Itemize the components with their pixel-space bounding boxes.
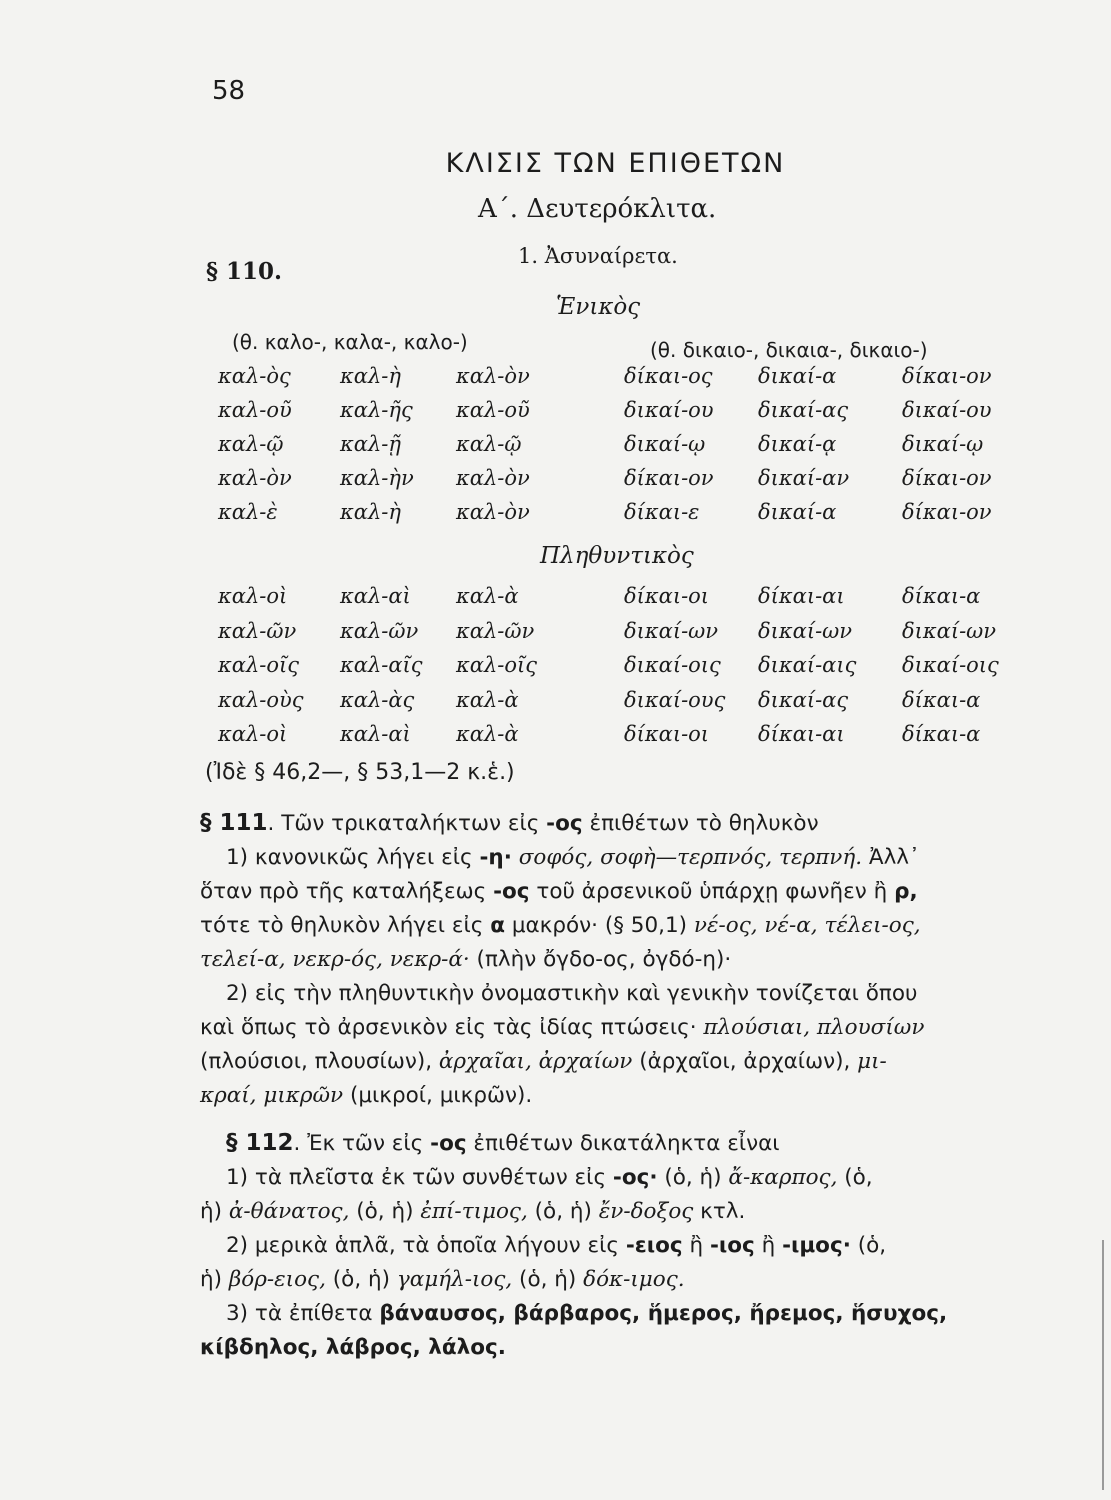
singular-cell: καλ-ὴν <box>340 466 414 490</box>
p111-line-9: κραί, μικρῶν (μικροί, μικρῶν). <box>200 1083 533 1108</box>
plural-cell: καλ-αὶ <box>340 584 411 608</box>
plural-cell: καλ-αῖς <box>340 653 423 677</box>
singular-cell: καλ-ὸν <box>456 466 530 490</box>
subsection-title: 1. Ἀσυναίρετα. <box>518 244 678 268</box>
plural-cell: δίκαι-οι <box>624 584 710 608</box>
plural-cell: δικαί-οις <box>902 653 999 677</box>
plural-cell: δικαί-αις <box>758 653 857 677</box>
singular-cell: δίκαι-ον <box>902 364 992 388</box>
singular-cell: δικαί-ᾳ <box>758 432 837 456</box>
section-110-label: § 110. <box>206 258 283 285</box>
singular-cell: καλ-ῆς <box>340 398 413 422</box>
p111-line-3: ὅταν πρὸ τῆς καταλήξεως -ος τοῦ ἀρσενικοῦ ὑπάρχῃ φωνῆεν ἢ ρ, <box>200 879 918 904</box>
p111-line-4: τότε τὸ θηλυκὸν λήγει εἰς α μακρόν· (§ 50,1) νέ-ος, νέ-α, τέλει-ος, <box>200 913 921 938</box>
singular-cell: δικαί-ῳ <box>902 432 984 456</box>
p112-line-1: § 112. Ἐκ τῶν εἰς -ος ἐπιθέτων δικατάληκτα εἶναι <box>226 1130 780 1156</box>
singular-cell: καλ-ὸν <box>218 466 292 490</box>
reference-note: (Ἰδὲ § 46,2—, § 53,1—2 κ.ἑ.) <box>205 760 515 785</box>
singular-cell: καλ-ὲ <box>218 500 278 524</box>
singular-cell: δίκαι-ον <box>902 466 992 490</box>
singular-cell: δικαί-ου <box>624 398 714 422</box>
p112-line-7: κίβδηλος, λάβρος, λάλος. <box>200 1335 506 1360</box>
singular-cell: δίκαι-ον <box>902 500 992 524</box>
plural-cell: δίκαι-αι <box>758 722 845 746</box>
singular-cell: καλ-ὸν <box>456 364 530 388</box>
page-edge-line <box>1102 1240 1104 1490</box>
p111-line-6: 2) εἰς τὴν πληθυντικὴν ὀνομαστικὴν καὶ γενικὴν τονίζεται ὅπου <box>226 981 918 1006</box>
plural-cell: καλ-οῖς <box>218 653 299 677</box>
singular-cell: καλ-ὴ <box>340 364 401 388</box>
singular-heading: Ἑνικὸς <box>556 294 641 320</box>
singular-cell: καλ-οῦ <box>456 398 530 422</box>
paragraph-111 <box>200 806 1030 1113</box>
plural-cell: καλ-ὰ <box>456 584 519 608</box>
plural-cell: καλ-οὶ <box>218 722 288 746</box>
plural-cell: δίκαι-α <box>902 687 981 712</box>
plural-cell: καλ-οὶ <box>218 584 288 608</box>
chapter-title: ΚΛΙΣΙΣ ΤΩΝ ΕΠΙΘΕΤΩΝ <box>445 148 786 179</box>
plural-cell: δικαί-ας <box>758 687 849 712</box>
plural-cell: δίκαι-οι <box>624 722 710 746</box>
p111-line-7: καὶ ὅπως τὸ ἀρσενικὸν εἰς τὰς ἰδίας πτώσεις· πλούσιαι, πλουσίων <box>200 1015 925 1040</box>
plural-heading: Πληθυντικὸς <box>540 543 694 569</box>
p112-line-2: 1) τὰ πλεῖστα ἐκ τῶν συνθέτων εἰς -ος· (ὁ, ἡ) ἄ-καρπος, (ὁ, <box>226 1165 873 1190</box>
p111-line-2: 1) κανονικῶς λήγει εἰς -η· σοφός, σοφὴ—τερπνός, τερπνή. Ἀλλ᾽ <box>226 845 920 870</box>
plural-cell: δίκαι-α <box>902 584 981 608</box>
stems-left: (θ. καλο-, καλα-, καλο-) <box>232 330 468 354</box>
section-subtitle: Α΄. Δευτερόκλιτα. <box>478 194 717 224</box>
plural-cell: καλ-ῶν <box>218 618 297 643</box>
singular-cell: δικαί-ῳ <box>624 432 706 456</box>
plural-cell: καλ-ῶν <box>456 618 535 643</box>
p112-line-5: ἡ) βόρ-ειος, (ὁ, ἡ) γαμήλ-ιος, (ὁ, ἡ) δόκ-ιμος. <box>200 1267 685 1292</box>
plural-cell: καλ-οῖς <box>456 653 537 677</box>
singular-cell: καλ-ὸν <box>456 500 530 524</box>
singular-cell: δίκαι-ον <box>624 466 714 490</box>
page-number: 58 <box>212 76 246 106</box>
singular-cell: καλ-ῇ <box>340 432 401 456</box>
singular-cell: δίκαι-ος <box>624 364 713 388</box>
plural-cell: καλ-ὰς <box>340 687 415 712</box>
plural-cell: καλ-αὶ <box>340 722 411 746</box>
singular-cell: καλ-οῦ <box>218 398 292 422</box>
plural-cell: καλ-ὰ <box>456 687 519 712</box>
p111-line-5: τελεί-α, νεκρ-ός, νεκρ-ά· (πλὴν ὄγδο-ος, ὀγδό-η)· <box>200 947 732 972</box>
singular-cell: καλ-ὸς <box>218 364 291 388</box>
p112-line-6: 3) τὰ ἐπίθετα βάναυσος, βάρβαρος, ἥμερος, ἤρεμος, ἥσυχος, <box>226 1301 948 1326</box>
singular-cell: δικαί-ας <box>758 398 849 422</box>
plural-cell: δικαί-οις <box>624 653 721 677</box>
paragraph-112 <box>200 1126 1030 1365</box>
plural-cell: δικαί-ους <box>624 687 726 712</box>
p111-line-1: § 111. Τῶν τρικαταλήκτων εἰς -ος ἐπιθέτων τὸ θηλυκὸν <box>200 810 819 836</box>
plural-cell: καλ-ὰ <box>456 722 519 746</box>
plural-cell: καλ-οὺς <box>218 687 304 712</box>
stems-right: (θ. δικαιο-, δικαια-, δικαιο-) <box>650 338 928 362</box>
singular-cell: δίκαι-ε <box>624 500 700 524</box>
singular-cell: καλ-ὴ <box>340 500 401 524</box>
plural-cell: δικαί-ων <box>758 618 853 643</box>
singular-cell: δικαί-αν <box>758 466 850 490</box>
plural-cell: δίκαι-αι <box>758 584 845 608</box>
plural-cell: δικαί-ων <box>902 618 997 643</box>
plural-cell: δίκαι-α <box>902 722 981 746</box>
singular-cell: δικαί-α <box>758 364 837 388</box>
singular-cell: δικαί-α <box>758 500 837 524</box>
singular-cell: καλ-ῷ <box>456 432 522 456</box>
p112-line-3: ἡ) ἀ-θάνατος, (ὁ, ἡ) ἐπί-τιμος, (ὁ, ἡ) ἔν-δοξος κτλ. <box>200 1199 746 1224</box>
singular-cell: δικαί-ου <box>902 398 992 422</box>
plural-cell: καλ-ῶν <box>340 618 419 643</box>
p112-line-4: 2) μερικὰ ἁπλᾶ, τὰ ὁποῖα λήγουν εἰς -ειος ἢ -ιος ἢ -ιμος· (ὁ, <box>226 1233 887 1258</box>
p111-line-8: (πλούσιοι, πλουσίων), ἀρχαῖαι, ἀρχαίων (ἀρχαῖοι, ἀρχαίων), μι- <box>200 1049 887 1074</box>
plural-cell: δικαί-ων <box>624 618 719 643</box>
singular-cell: καλ-ῷ <box>218 432 284 456</box>
